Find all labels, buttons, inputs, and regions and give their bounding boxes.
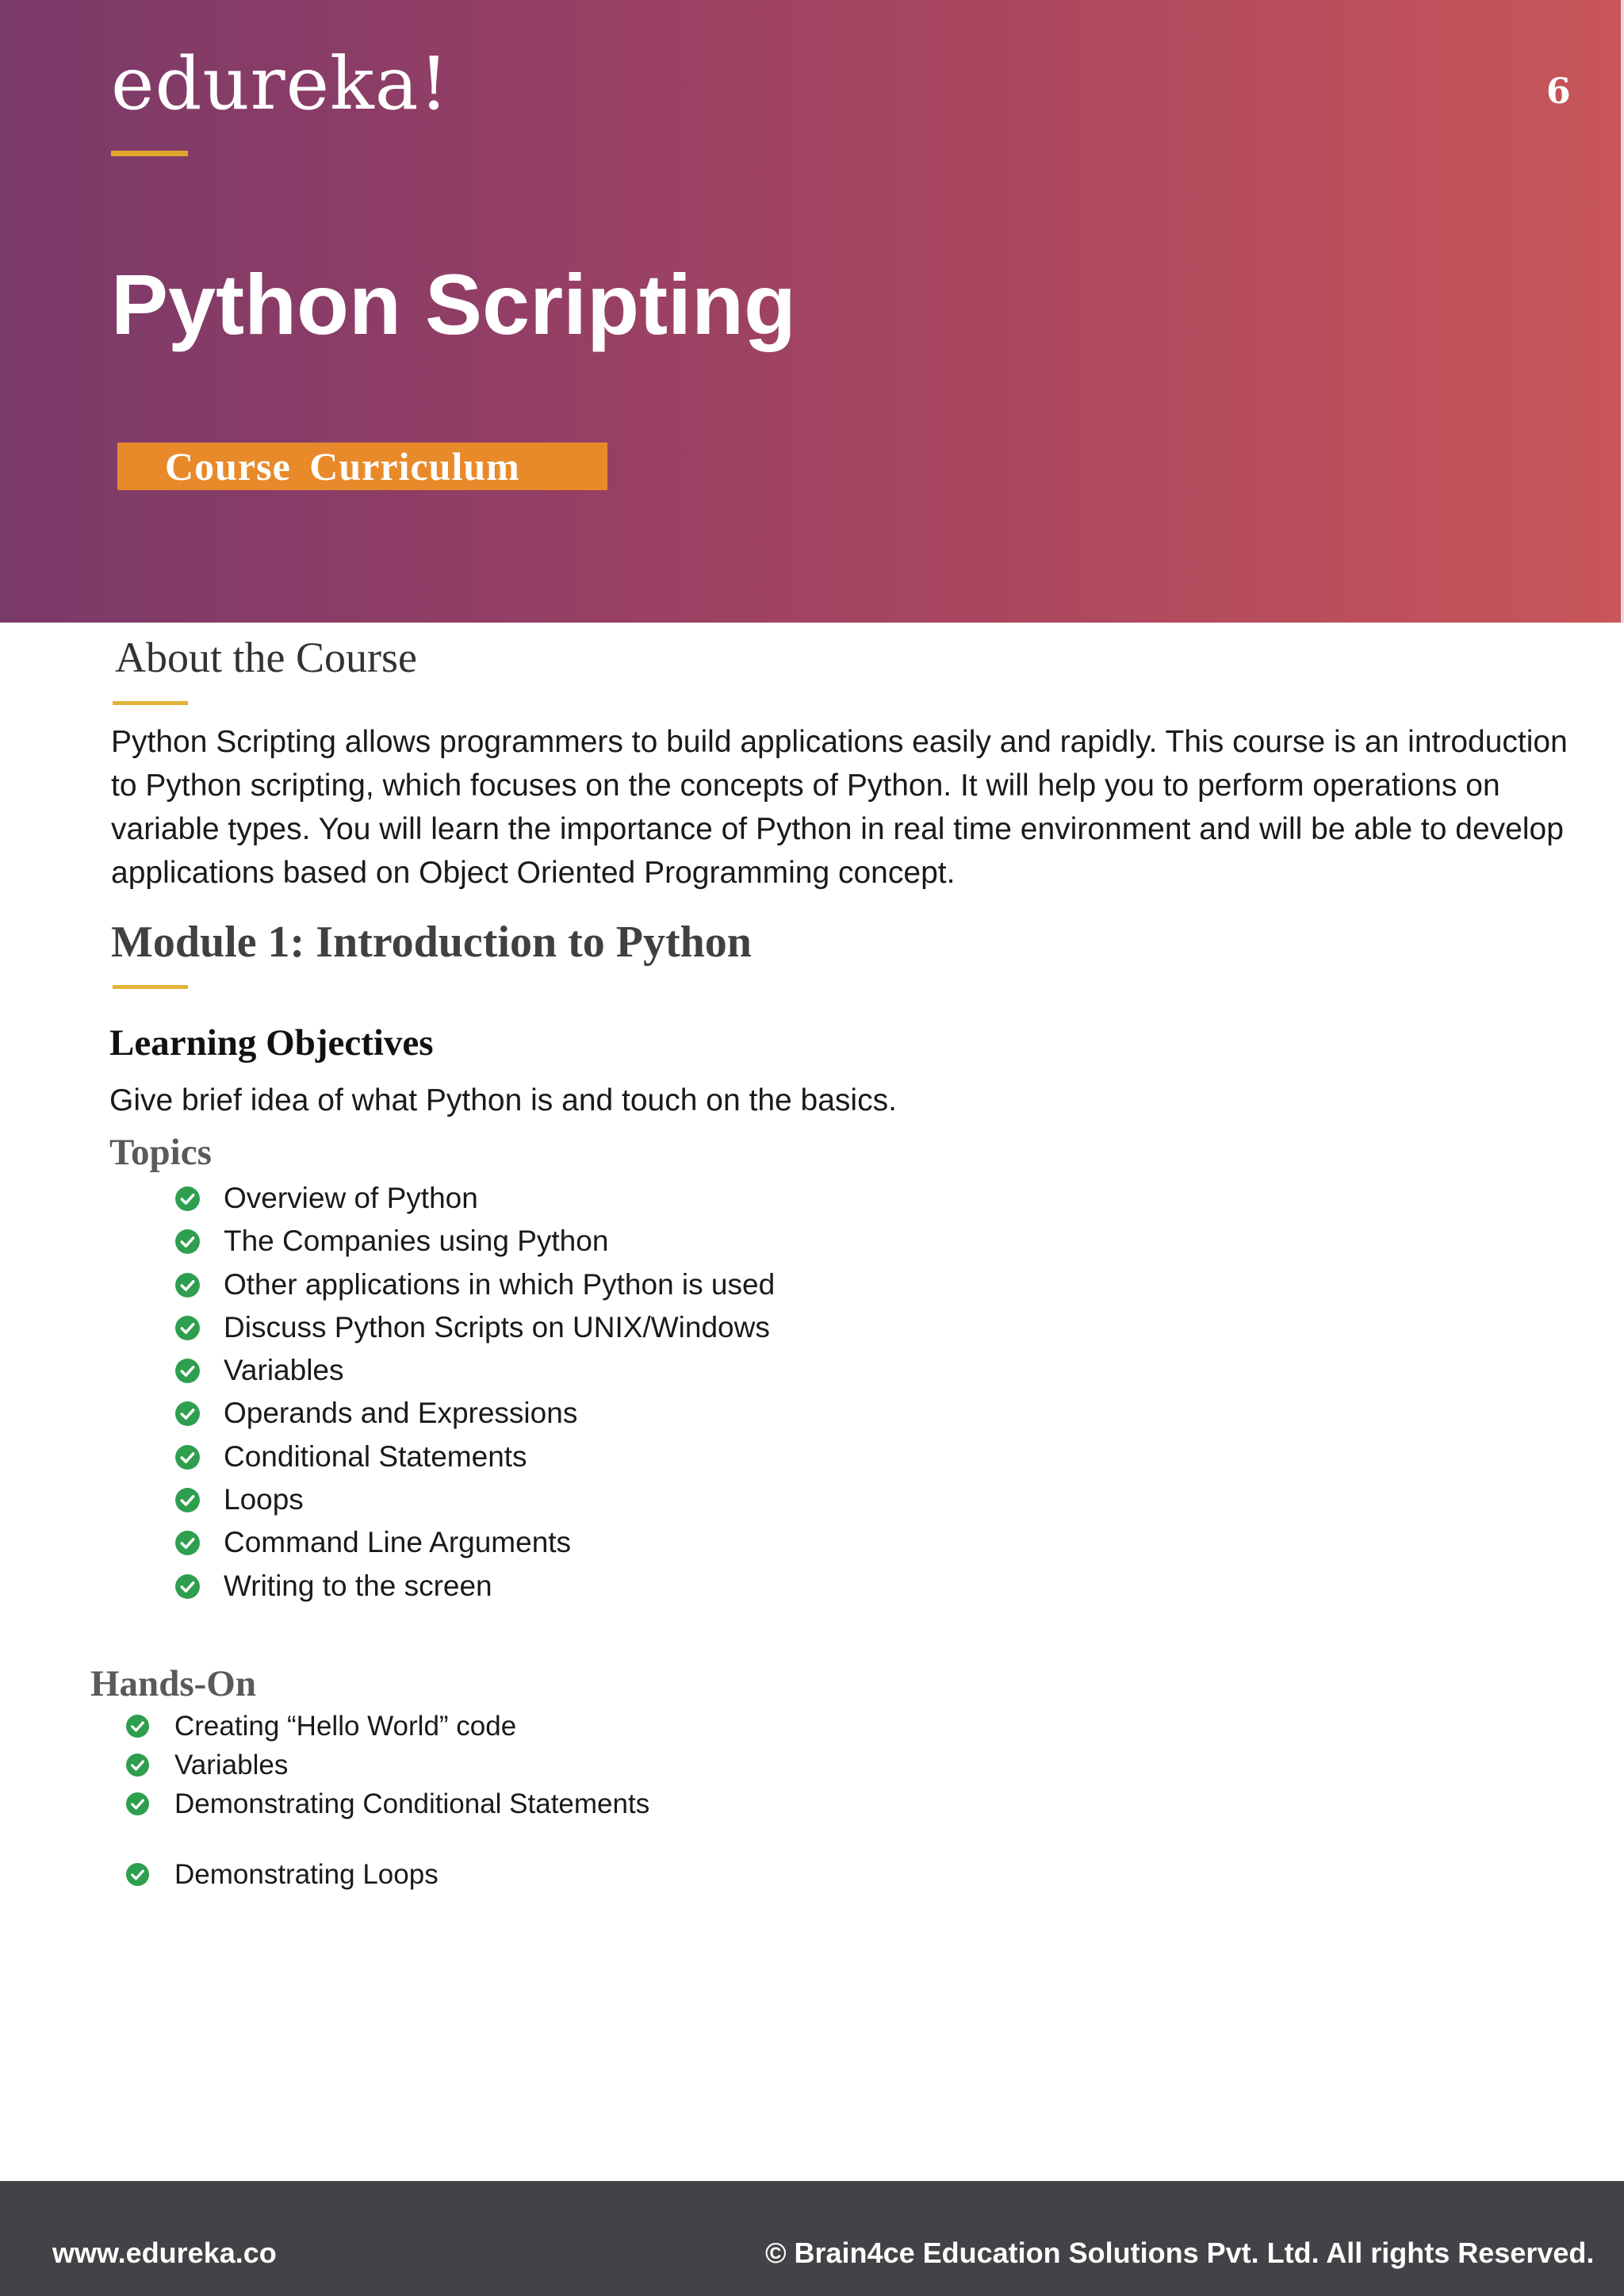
list-item xyxy=(174,1435,775,1478)
list-item-label: Demonstrating Conditional Statements xyxy=(174,1788,650,1819)
list-item-label: Overview of Python xyxy=(224,1182,478,1214)
about-accent-bar xyxy=(113,701,188,705)
check-circle-icon xyxy=(174,1315,201,1341)
brand-logo: edureka! xyxy=(111,41,450,126)
course-curriculum-badge: Course Curriculum xyxy=(117,443,607,490)
list-item xyxy=(174,1565,775,1608)
check-circle-icon xyxy=(125,1862,150,1887)
learning-objectives-heading: Learning Objectives xyxy=(109,1022,434,1064)
logo-accent-bar xyxy=(111,151,188,156)
hands-on-list xyxy=(125,1707,649,1894)
list-item xyxy=(174,1521,775,1564)
list-item-label: Demonstrating Loops xyxy=(174,1859,439,1890)
list-item xyxy=(125,1707,649,1746)
list-item xyxy=(125,1746,649,1784)
about-heading: About the Course xyxy=(115,634,417,681)
module-heading: Module 1: Introduction to Python xyxy=(111,918,752,967)
footer-website: www.edureka.co xyxy=(52,2237,277,2269)
learning-objectives-text: Give brief idea of what Python is and touch on the basics. xyxy=(109,1083,897,1117)
list-item xyxy=(174,1349,775,1392)
topics-heading: Topics xyxy=(109,1132,212,1173)
list-item-label: Writing to the screen xyxy=(224,1569,492,1602)
check-circle-icon xyxy=(174,1228,201,1255)
list-item-label: The Companies using Python xyxy=(224,1225,609,1258)
topics-list xyxy=(174,1177,775,1608)
check-circle-icon xyxy=(174,1487,201,1513)
hands-on-heading: Hands-On xyxy=(90,1663,256,1704)
check-circle-icon xyxy=(174,1186,201,1212)
list-item xyxy=(174,1177,775,1220)
list-item xyxy=(174,1263,775,1306)
list-item-label: Loops xyxy=(224,1483,304,1516)
list-item-label: Variables xyxy=(174,1750,289,1780)
check-circle-icon xyxy=(174,1358,201,1384)
footer-copyright: © Brain4ce Education Solutions Pvt. Ltd. All rights Reserved. xyxy=(765,2237,1595,2269)
list-item-label: Command Line Arguments xyxy=(224,1526,572,1559)
check-circle-icon xyxy=(125,1753,150,1777)
banner-edge xyxy=(1621,0,1624,623)
module-accent-bar xyxy=(113,985,188,989)
list-item xyxy=(174,1478,775,1521)
list-item-label: Variables xyxy=(224,1354,344,1387)
list-item xyxy=(125,1855,649,1894)
check-circle-icon xyxy=(125,1792,150,1816)
check-circle-icon xyxy=(174,1573,201,1600)
check-circle-icon xyxy=(174,1530,201,1556)
check-circle-icon xyxy=(125,1714,150,1738)
page-number: 6 xyxy=(1546,71,1571,112)
course-title: Python Scripting xyxy=(111,256,796,352)
list-item xyxy=(125,1784,649,1823)
list-item-label: Conditional Statements xyxy=(224,1439,527,1473)
list-item-label: Other applications in which Python is used xyxy=(224,1267,776,1301)
check-circle-icon xyxy=(174,1272,201,1298)
list-item-label: Operands and Expressions xyxy=(224,1397,578,1430)
list-item-label: Discuss Python Scripts on UNIX/Windows xyxy=(224,1310,770,1343)
check-circle-icon xyxy=(174,1401,201,1427)
list-item xyxy=(174,1220,775,1263)
about-paragraph: Python Scripting allows programmers to build applications easily and rapidly. This course is an introduction to Python scripting, which focuses on the concepts of Python. It will help you to perform operations on variable types. You will learn the importance of Python in real time environment and will be able to develop applications based on Object Oriented Programming concept. xyxy=(111,725,1568,890)
list-item-label: Creating “Hello World” code xyxy=(174,1711,517,1742)
list-item xyxy=(174,1306,775,1349)
list-item xyxy=(174,1392,775,1435)
check-circle-icon xyxy=(174,1444,201,1470)
